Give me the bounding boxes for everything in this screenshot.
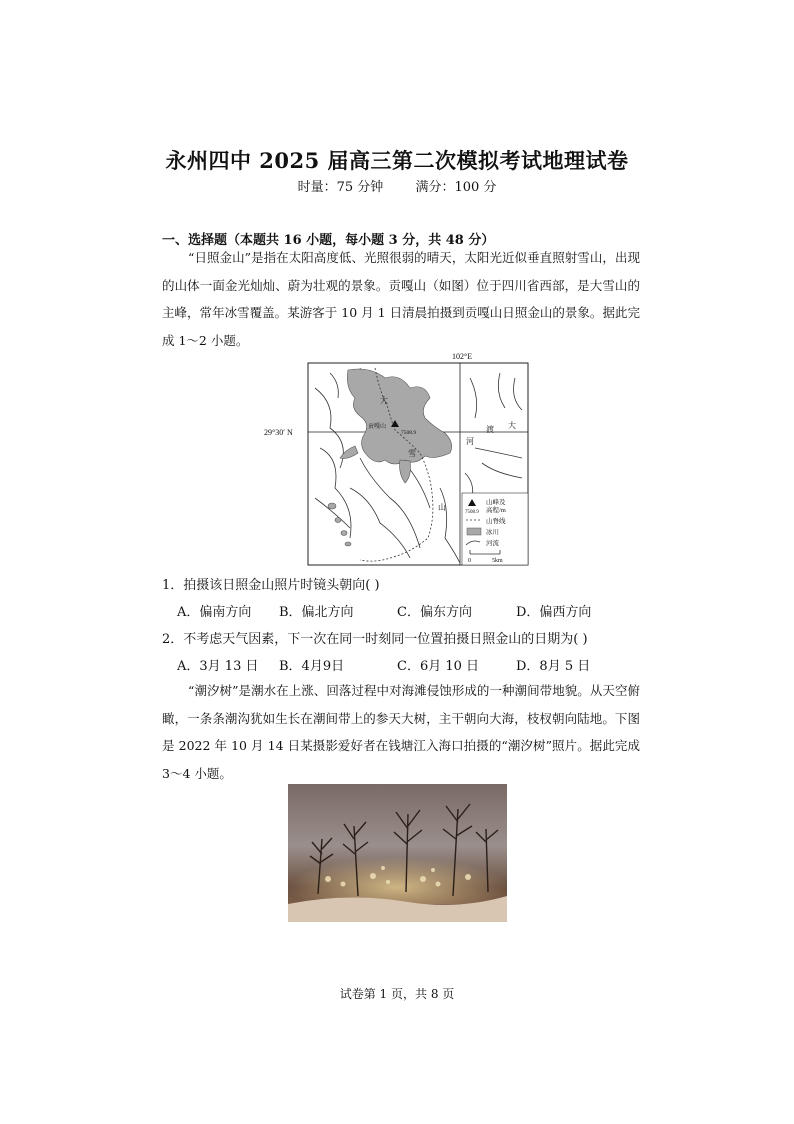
lon-label: 102°E [452, 352, 473, 361]
map-legend [462, 493, 528, 565]
exam-subtitle [0, 176, 794, 195]
exam-score: 满分：100 分 [415, 180, 497, 195]
glacier-patch-3 [341, 531, 347, 536]
legend-scale-end: 5km [492, 558, 503, 564]
range-char-2: 雪 [408, 449, 416, 458]
gongga-map [260, 348, 540, 570]
range-char-1: 大 [380, 396, 388, 405]
passage-2: “潮汐树”是潮水在上涨、回落过程中对海滩侵蚀形成的一种潮间带地貌。从天空俯瞰，一条条潮沟犹如生长在潮间带上的参天大树，主干朝向大海，枝杈朝向陆地。下图是 2022 年 10 月 14 日某摄影爱好者在钱塘江入海口拍摄的“潮汐树”照片。据此完成 3～4 小题。 [162, 683, 640, 781]
peak-label: 贡嘎山 [368, 424, 387, 430]
exam-title: 永州四中 2025 届高三第二次模拟考试地理试卷 [165, 148, 629, 173]
q1-option-c: C．偏东方向 [397, 605, 472, 620]
glacier-patch-4 [345, 542, 351, 546]
glacier-patch-1 [328, 503, 336, 509]
legend-ridge: 山脊线 [486, 518, 506, 525]
q2-option-a: A．3月 13 日 [177, 659, 259, 674]
section-heading: 一、选择题（本题共 16 小题，每小题 3 分，共 48 分） [162, 233, 495, 248]
legend-peak-elev: 7508.9 [465, 510, 479, 515]
river-char-1: 大 [508, 421, 516, 430]
q2-option-c: C．6月 10 日 [397, 659, 480, 674]
q1-option-a: A．偏南方向 [177, 605, 252, 620]
tidal-tree-photo [288, 784, 507, 922]
page-footer: 试卷第 1 页，共 8 页 [339, 987, 455, 1001]
question-2-stem: 2．不考虑天气因素，下一次在同一时刻同一位置拍摄日照金山的日期为( ) [162, 632, 588, 647]
peak-elevation: 7508.9 [401, 430, 417, 436]
q2-option-b: B．4月9日 [279, 659, 345, 674]
legend-peak-2: 高程/m [486, 507, 506, 514]
lat-label: 29°30′ N [264, 428, 293, 437]
legend-river: 河流 [486, 540, 499, 547]
range-char-3: 山 [438, 503, 446, 512]
q2-option-d: D．8月 5 日 [516, 659, 591, 674]
question-1-stem: 1．拍摄该日照金山照片时镜头朝向( ) [162, 578, 380, 593]
river-char-2: 渡 [486, 425, 494, 434]
q1-option-d: D．偏西方向 [516, 605, 592, 620]
legend-scale-zero: 0 [468, 558, 471, 564]
passage-1: “日照金山”是指在太阳高度低、光照很弱的晴天，太阳光近似垂直照射雪山，出现的山体一面金光灿灿、蔚为壮观的景象。贡嘎山（如图）位于四川省西部，是大雪山的主峰，常年冰雪覆盖。某游客于 10 月 1 日清晨拍摄到贡嘎山日照金山的景象。据此完成 1～2 小题。 [162, 250, 640, 348]
glacier-patch-2 [335, 518, 341, 523]
q1-option-b: B．偏北方向 [279, 605, 354, 620]
exam-time: 时量：75 分钟 [297, 180, 384, 195]
legend-glacier: 冰川 [486, 529, 499, 536]
legend-peak: 山峰及 [486, 499, 506, 506]
river-char-3: 河 [466, 437, 474, 446]
